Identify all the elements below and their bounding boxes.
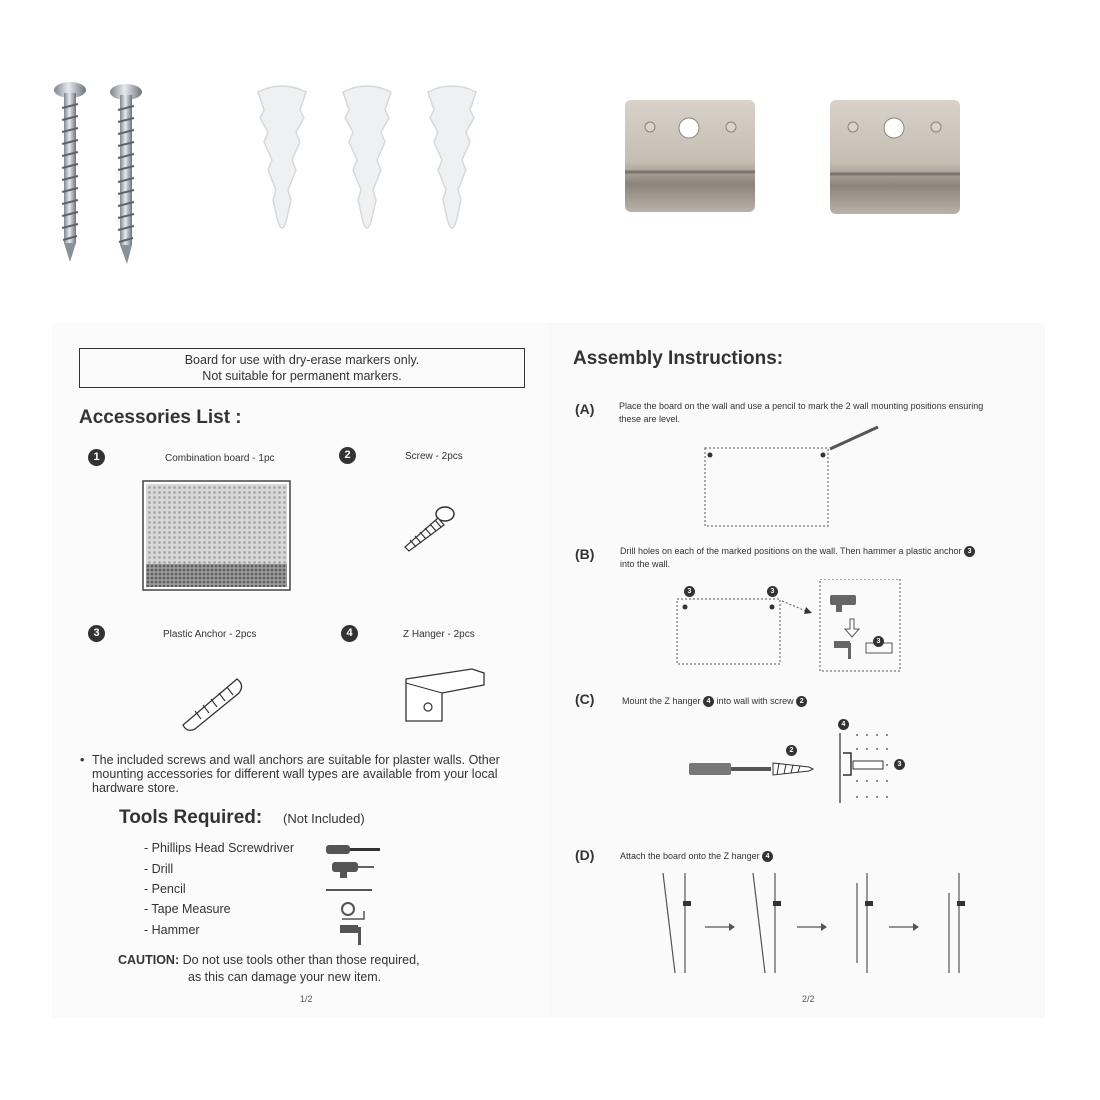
item-4-number: 4	[341, 625, 358, 642]
step-b-text	[620, 545, 975, 571]
tool-pencil: - Pencil	[144, 882, 186, 896]
step-c-text	[622, 695, 807, 708]
tool-drill: - Drill	[144, 862, 174, 876]
step-c-label: (C)	[575, 691, 595, 707]
tool-hammer: - Hammer	[144, 923, 200, 937]
item-1-caption: Combination board - 1pc	[165, 453, 275, 464]
tool-screwdriver: - Phillips Head Screwdriver	[144, 841, 295, 855]
item-1-number: 1	[88, 449, 105, 466]
step-c-text-1: Mount the Z hanger	[622, 696, 701, 706]
page-number-left: 1/2	[300, 994, 313, 1004]
step-b-mark-3: 3	[873, 636, 884, 647]
step-b-mark-2: 3	[767, 586, 778, 597]
anchor-3	[428, 86, 476, 228]
step-c-text-2: into wall with screw	[716, 696, 794, 706]
tools-title: Tools Required:	[119, 807, 263, 828]
page-number-right: 2/2	[802, 994, 815, 1004]
step-b-diagram	[672, 579, 912, 674]
wall-type-note: • The included screws and wall anchors are suitable for plaster walls. Other mounting accessories for different wall types are available from your local hardware store.	[80, 753, 500, 795]
item-2-caption: Screw - 2pcs	[405, 451, 463, 462]
step-a-text-1: Place the board on the wall and use a pencil to mark the 2 wall mounting positions ensuring	[619, 401, 984, 411]
screw-1	[54, 82, 86, 262]
step-b-mark-1: 3	[684, 586, 695, 597]
step-c-diagram	[685, 723, 925, 813]
notice-line-2: Not suitable for permanent markers.	[202, 369, 402, 383]
notice-line-1: Board for use with dry-erase markers only.	[184, 353, 420, 367]
page-right	[552, 323, 1045, 1018]
wall-type-note-text: The included screws and wall anchors are suitable for plaster walls. Other mounting accessories for different wall types are available from your local hardware store.	[92, 753, 500, 795]
step-d-text	[620, 850, 773, 863]
step-b-ref-anchor: 3	[964, 546, 975, 557]
page-left	[52, 323, 549, 1018]
step-a-text-2: these are level.	[619, 414, 681, 424]
step-c-ref-screw: 2	[796, 696, 807, 707]
step-a-label: (A)	[575, 401, 595, 417]
hardware-photo	[0, 0, 1100, 300]
caution-line-1: Do not use tools other than those required,	[182, 953, 420, 967]
step-a-diagram	[700, 423, 890, 529]
pencil-icon	[324, 885, 374, 895]
step-d-text-1: Attach the board onto the Z hanger	[620, 851, 760, 861]
tools-note: (Not Included)	[283, 811, 365, 826]
item-4-caption: Z Hanger - 2pcs	[403, 629, 475, 640]
accessories-title: Accessories List :	[79, 407, 242, 428]
item-3-caption: Plastic Anchor - 2pcs	[163, 629, 257, 640]
step-b-text-2: into the wall.	[620, 559, 671, 569]
caution-note	[118, 952, 420, 986]
step-b-label: (B)	[575, 546, 595, 562]
step-d-ref-hanger: 4	[762, 851, 773, 862]
tape-measure-icon	[338, 901, 368, 923]
instruction-sheet	[52, 323, 1045, 1018]
marker-notice	[79, 348, 525, 388]
step-c-mark-hanger: 4	[838, 719, 849, 730]
step-d-diagram	[657, 863, 987, 978]
hammer-icon	[338, 921, 368, 947]
board-illustration	[142, 480, 292, 592]
tool-tape-measure: - Tape Measure	[144, 902, 231, 916]
z-hanger-1	[625, 100, 755, 212]
screwdriver-icon	[324, 841, 384, 859]
screw-illustration	[397, 501, 457, 559]
caution-line-2: as this can damage your new item.	[188, 970, 382, 984]
drill-icon	[328, 859, 378, 879]
screw-2	[110, 84, 142, 264]
assembly-title: Assembly Instructions:	[573, 348, 784, 369]
anchor-2	[343, 86, 391, 228]
item-2-number: 2	[339, 447, 356, 464]
step-d-label: (D)	[575, 847, 595, 863]
step-c-ref-hanger: 4	[703, 696, 714, 707]
item-3-number: 3	[88, 625, 105, 642]
step-c-mark-screw: 2	[786, 745, 797, 756]
step-b-text-1: Drill holes on each of the marked positions on the wall. Then hammer a plastic anchor	[620, 546, 962, 556]
z-hanger-illustration	[402, 663, 492, 725]
step-c-mark-anchor: 3	[894, 759, 905, 770]
anchor-1	[258, 86, 306, 228]
caution-label: CAUTION:	[118, 953, 180, 967]
anchor-illustration	[177, 673, 247, 735]
z-hanger-2	[830, 100, 960, 214]
